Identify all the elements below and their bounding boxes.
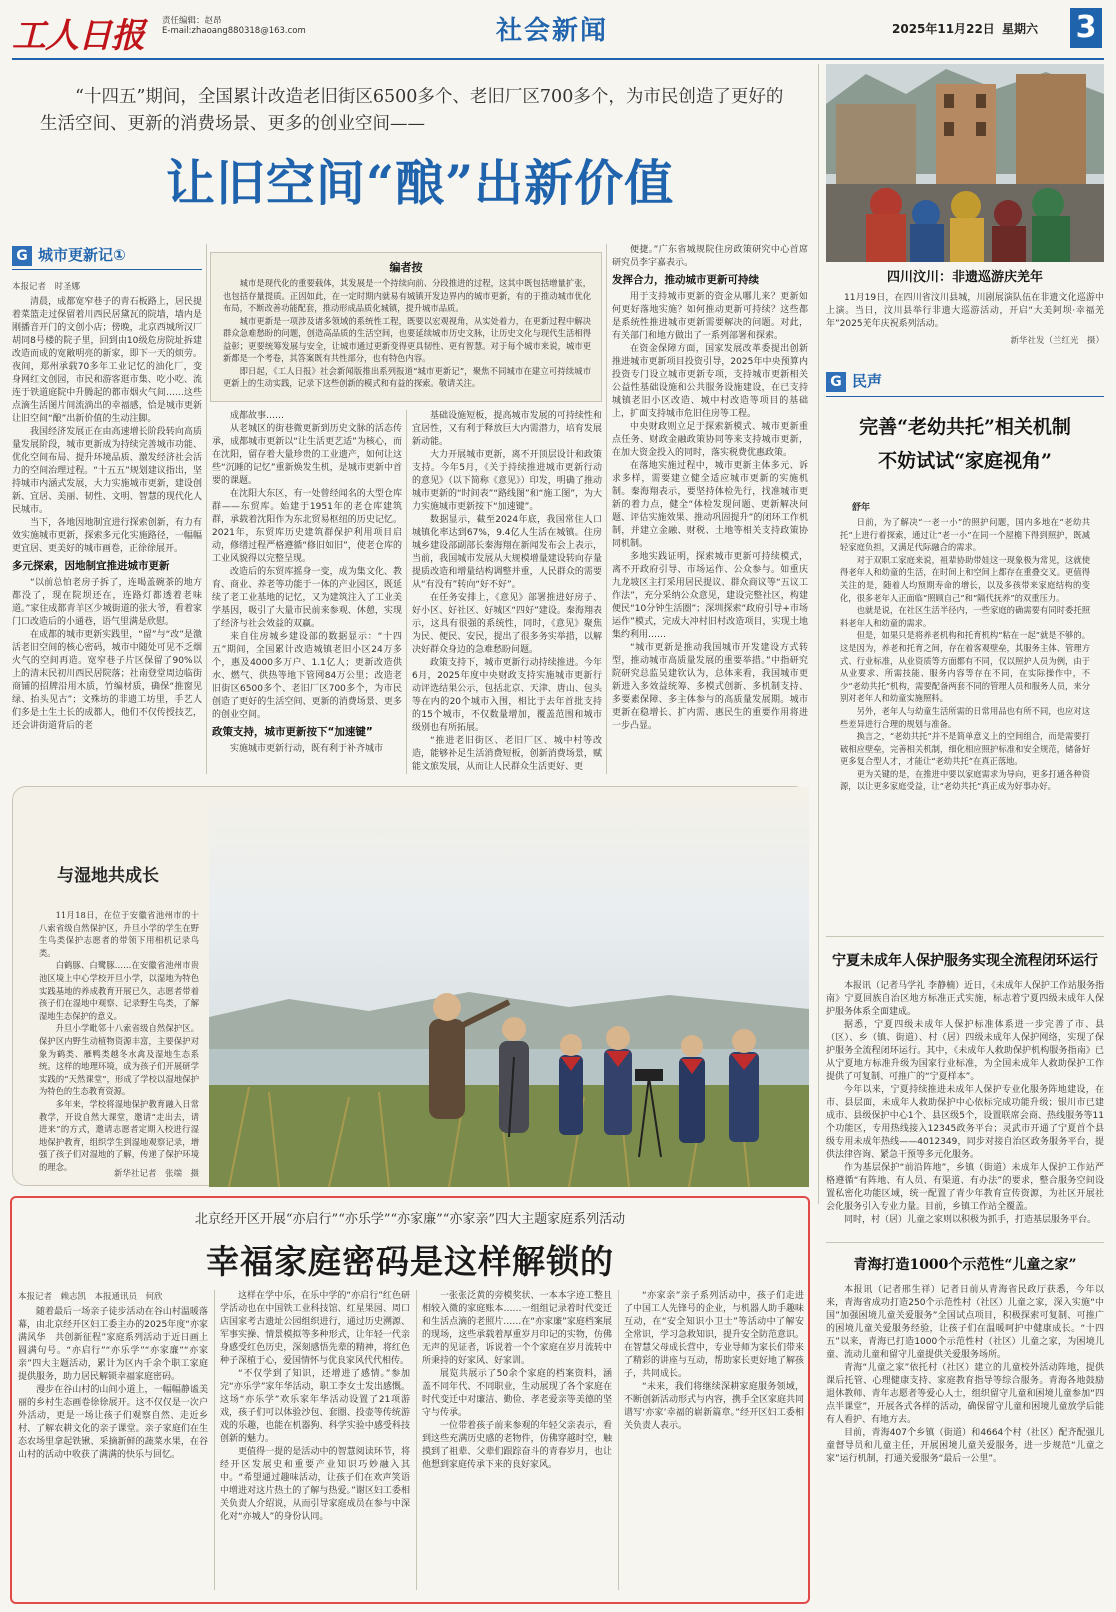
family-byline: 本报记者 赖志凯 本报通讯员 何欣: [18, 1292, 163, 1302]
issue-date: 2025年11月22日: [892, 22, 995, 36]
festival-photo-illustration: [826, 64, 1104, 262]
editor-note-body: 城市是现代化的重要载体，其发展是一个持续向前、分段推进的过程，这其中既包括增量扩张，也包括存量提质。正因如此，在一定时期内就易有城镇开发边界内的城市更新，有的于推动城市优化布局，不断改善功能配套，推动形成品质化城镇，提升城市品质。 城市更新是一项涉及诸多领域的系统性工程，既要以宏观视角，从实处着力，在更新过程中解决群众急难愁盼的问题，创造高品质的生活空间，也要延续城市历史文脉，让历史文化与现代生活相得益彰；更要统筹发展与安全，让城市通过更新变得更具韧性、更有智慧。对于每个城市来说，城市更新都是一个考卷，其答案既有共性部分，也有特色内容。 即日起，《工人日报》社会新闻版推出系列报道“城市更新记”，聚焦不同城市在建立可持续城市更新上的生动实践，记录下这些创新的模式和有益的探索。敬请关注。: [223, 278, 591, 388]
family-kicker: 北京经开区开展“亦启行”“亦乐学”“亦家廉”“亦家亲”四大主题家庭系列活动: [194, 1212, 626, 1227]
lead-column-2: 成都故事…… 从老城区的街巷微更新到历史文脉的活态传承，成都城市更新以“让生活更艺适”为核心，而在沈阳，留存着大量珍贵的工业遗产，如何让这些“沉睡的记忆”重新焕发生机，是城市更新中首要的课题。 在沈阳大东区，有一处曾经闻名的大型仓库群——东贸库。始建于1951年的老仓库建筑群，承载着沈阳作为东北贸易枢纽的历史记忆。2021年，东贸库历史建筑群保护利用项目启动，修缮过程严格遵循“修旧如旧”，使老仓库的工业风貌得以完整呈现。 改造后的东贸库摇身一变，成为集文化、教育、商业、养老等功能于一体的产业园区，既延续了老工业基地的记忆，又为建筑注入了工业美学基因，吸引了大量市民前来参观、休憩，实现了经济与社会效益的双赢。 来自住房城乡建设部的数据显示：“十四五”期间，全国累计改造城镇老旧小区24万多个，惠及4000多万户、1.1亿人；更新改造供水、燃气、供热等地下管网84万公里；改造老旧街区6500多个、老旧厂区700多个，为市民创造了更好的生活空间、更新的消费场景、更多的创业空间。 政策支持，城市更新按下“加速键” 实施城市更新行动，既有利于补齐城市: [212, 411, 402, 754]
editor-email: E-mail:zhaoang880318@163.com: [162, 26, 306, 36]
lead-subhead-1: 多元探索，因地制宜推进城市更新: [12, 560, 170, 572]
lead-intro: “十四五”期间，全国累计改造老旧街区6500多个、老旧厂区700多个，为市民创造了更好的生活空间、更新的消费场景、更多的创业空间——: [40, 87, 784, 134]
qinghai-body: 本报讯（记者邢生祥）记者日前从青海省民政厅获悉，今年以来，青海省成功打造250个示范性村（社区）儿童之家，深入实施“中国”加强困境儿童关爱服务”全国试点项目，积极探索可复制、可推广的困境儿童关爱服务经验，让孩子们在温暖呵护中健康成长。“十四五”以来，青海已打造1000个示范性村（社区）儿童之家，为困境儿童、流动儿童和留守儿童提供关爱服务场所。 青海“儿童之家”依托村（社区）建立的儿童校外活动阵地，提供课后托管、心理健康支持、家庭教育指导等综合服务。青海各地鼓励退休教师、青年志愿者等爱心人士，组织留守儿童和困境儿童参加“四点半课堂”，开展各式各样的活动，确保留守儿童和困境儿童放学后能有人看护、有地方去。 目前，青海407个乡镇（街道）和4664个村（社区）配齐配强儿童督导员和儿童主任，开展困境儿童关爱服务，进一步规范“儿童之家”运行机制，打通关爱服务“最后一公里”。: [826, 1285, 1104, 1464]
column-badge: G: [12, 246, 32, 266]
lead-byline: 本报记者 时圣娜: [12, 282, 81, 292]
lead-column-4: 便捷。”广东省城规院住房政策研究中心首席研究员李宇嘉表示。 发挥合力，推动城市更新可持续 用于支持城市更新的资金从哪儿来？更新如何更好落地实施？如何推动更新可持续？这些都是系统性推进城市更新需要解决的问题。对此，有关部门和地方做出了一系列部署和探索。 在资金保障方面，国家发展改革委提出创新推进城市更新项目投资引导，2025年中央预算内投资专门设立城市更新专项，支持城市更新相关公益性基础设施和公共服务设施建设，在已支持城镇老旧小区改造、城中村改造等项目的基础上，扩面支持城市危旧住房等工程。 中央财政则立足于探索新模式、城市更新重点任务、财政金融政策协同等来支持城市更新，在加大资金投入的同时，落实税费优惠政策。 在落地实施过程中，城市更新主体多元、诉求多样，需要建立健全适应城市更新的实施机制。秦海翔表示，要坚持体检先行，找准城市更新的着力点，健全“体检发现问题、更新解决问题、评估实施效果、推动巩固提升”的闭环工作机制，并建立金融、财税、土地等相关支持政策协同机制。 多地实践证明，探索城市更新可持续模式，离不开政府引导、市场运作、公众参与。如重庆九龙坡区主打采用居民提议、群众商议等“五议工作法”，充分采纳公众意见，建设完整社区，构建便民“10分钟生活圈”；深圳探索“政府引导+市场运作”模式，完成大冲村旧村改造项目，实现土地集约利用…… “城市更新是推动我国城市开发建设方式转型，推动城市高质量发展的重要举措。”中指研究院研究总监吴建钦认为，总体来看，我国城市更新进入多效益统筹、多模式创新、多机制支持、多要素保障、多主体参与的高质量发展期。城市更新在稳增长、扩内需、惠民生的重要作用将进一步凸显。: [612, 245, 808, 731]
minsheng-body: 日前，为了解决“一老一小”的照护问题，国内多地在“老幼共托”上进行着探索，通过让“老一小”在同一个屋檐下得到照护，既减轻家庭负担，又满足代际融合的需求。 对于双职工家庭来说，祖辈协助带娃这一现象极为常见，这就使得老年人和幼童的生活，在时间上和空间上都存在重叠交叉。更值得关注的是，随着人均预期寿命的增长，以及多孩带来家庭结构的变化，很多老年人正面临“照顾自己”和“隔代抚养”的双重压力。 也就是说，在社区生活半径内，一些家庭的确需要有同时委托照料老年人和幼童的需求。 但是，如果只是将养老机构和托育机构“粘在一起”就是不够的。这是因为，养老和托育之间，存在着客观壁垒，其服务主体、管理方式、行业标准，从业资质等方面都有不同，仅以照护人员为例，由于从业要求、所需技能、服务内容等存在不同，在实际操作中，不少“老幼共托”机构，需要配备两套不同的管理人员和服务人员，来分别对老年人和幼童实施照料。 另外，老年人与幼童生活所需的日常用品也有所不同，也应对这些差异进行合理的规划与准备。 换言之，“老幼共托”并不是简单意义上的空间组合，而是需要打破相应壁垒，完善相关机制，细化相应照护标准和安全规范，储备好更多复合型人才，才能让“老幼共托”在真正落地。 更为关键的是，在推进中要以家庭需求为导向，更多打通各种资源，以让更多家庭受益，让“老幼共托”真正成为好事办好。: [840, 517, 1090, 792]
photo-caption-title: 四川汶川：非遗巡游庆羌年: [886, 270, 1043, 285]
photo-caption: 11月19日，在四川省汶川县城，川剧展演队伍在非遗文化巡游中上演。当日，汶川县举行非遗大巡游活动，开启“大美阿坝·幸福羌年”2025羌年庆祝系列活动。: [826, 293, 1104, 329]
lead-subhead-3: 发挥合力，推动城市更新可持续: [612, 274, 759, 286]
section-title: 社会新闻: [496, 16, 609, 46]
minsheng-title: 民声: [852, 372, 883, 390]
newspaper-logo: 工人日报: [12, 16, 144, 56]
family-column-2: 这样在学中乐，在乐中学的“亦启行”红色研学活动也在中国铁工业科技馆、红星果园、周口店国家考古遗址公园组织进行，通过历史溯源、军事实操、情景模拟等多种形式，让年轻一代亲身感受红色历史，深刻感悟先辈的精神，将红色种子深植于心，爱国情怀与优良家风代代相传。 “不仅学到了知识，还增进了感情。”参加完“亦乐学”家年华活动，职工李女士发出感慨。这场“亦乐学”欢乐家年华活动设置了21项游戏，孩子们可以体验沙包、套圈、投壶等传统游戏的乐趣，也能在机器狗、科学实验中感受科技创新的魅力。 更值得一提的是活动中的智慧阅读环节，将经开区发展史和重要产业知识巧妙融入其中。“希望通过趣味活动，让孩子们在欢声笑语中增进对这片热土的了解与热爱。”谢区妇工委相关负责人介绍说，从而引导家庭成员在参与中深化对“亦城人”的身份认同。: [220, 1291, 410, 1522]
issue-weekday: 星期六: [1002, 22, 1039, 36]
minsheng-headline-2: 不妨试试“家庭视角”: [878, 450, 1052, 472]
minsheng-headline-1: 完善“老幼共托”相关机制: [859, 416, 1071, 438]
wetland-title: 与湿地共成长: [57, 866, 159, 886]
wetland-feature: [12, 786, 808, 1186]
editor-note-title: 编者按: [389, 261, 423, 274]
page-number: 3: [1070, 8, 1102, 48]
ningxia-body: 本报讯（记者马学礼 李静楠）近日，《未成年人保护工作站服务指南》宁夏回族自治区地方标准正式实施，标志着宁夏四级未成年人保护服务体系全面建成。 据悉，宁夏四级未成年人保护标准体系进一步完善了市、县（区）、乡（镇、街道）、村（居）四级未成年人保护网络，实现了保护服务全流程闭环运行。其中，《未成年人救助保护机构服务指南》已从宁夏地方标准升级为国家行业标准，为全国未成年人救助保护工作提供了可复制、可推广的“宁夏样本”。 今年以来，宁夏持续推进未成年人保护专业化服务阵地建设，在市、县层面，未成年人救助保护中心依标完成功能升级；银川市已建成市、县级保护中心1个、县区级5个，设置联席会商、热线服务等11个功能区，专用热线接入12345政务平台；灵武市开通了宁夏首个县级专用未成年热线——4012349，同步对接自治区政务服务平台，提供法律咨询、紧急干预等多元化服务。 作为基层保护“前沿阵地”，乡镇（街道）未成年人保护工作站严格遵循“有阵地、有人员、有渠道、有办法”的要求，整合服务空间设置私密化功能区域，统一配置了青少年教育宣传资源，为社区开展社会化服务引入专业力量。目前，乡镇工作站全覆盖。 同时，村（居）儿童之家则以积极为抓手，打造基层服务平台。: [826, 981, 1104, 1225]
column-tag: [12, 244, 152, 268]
editor-name: 责任编辑：赵昂: [162, 16, 222, 26]
wetland-photo: [209, 787, 809, 1187]
wetland-body: 11月18日，在位于安徽省池州市的十八索省级自然保护区，升旦小学的学生在野生鸟类保护志愿者的带领下用相机记录鸟类。 白鹤豚、白鹭豚……在安徽省池州市贵池区境上中心学校开旦小学，以湿地为特色实践基地的养成教育开展已久，志愿者带着孩子们在湿地中观察、记录野生鸟类，了解湿地生态保护的意义。 升旦小学毗邻十八索省级自然保护区。保护区内野生动植物资源丰富，主要保护对象为鹤类、雁鸭类越冬水禽及湿地生态系统。这样的地理环境，成为孩子们开展研学实践的“天然课堂”，形成了学校以湿地保护为特色的生态教育资源。 多年来，学校将湿地保护教育融入日常教学，开设自然大课堂，邀请“走出去，请进来”的方式，邀请志愿者定期入校进行湿地保护教育，组织学生到湿地观察记录，增强了孩子们对湿地的了解，传递了保护环境的理念。: [39, 910, 199, 1172]
family-headline: 幸福家庭密码是这样解锁的: [206, 1242, 614, 1281]
minsheng-badge: G: [826, 372, 846, 392]
family-column-4: “亦家亲”亲子系列活动中，孩子们走进了中国工人先锋号的企业，与机器人助手趣味互动，在“安全知识小卫士”等活动中了解安全常识，学习急救知识，提升安全防范意识。在智慧父母成长营中，专业导师为家长们带来了精彩的讲座与互动，帮助家长更好地了解孩子，共同成长。 “未来，我们将继续深耕家庭服务领域，不断创新活动形式与内容，携手全区家庭共同谱写‘亦家’幸福的崭新篇章。”经开区妇工委相关负责人表示。: [624, 1291, 805, 1431]
minsheng-author: 舒年: [852, 503, 871, 513]
lead-headline: 让旧空间“酿”出新价值: [165, 154, 675, 212]
lead-column-1: 清晨，成都宽窄巷子的青石板路上，居民提着菜篮走过保留着川西民居黛瓦的院墙，墙内是刚播音开门的文创小店；傍晚，北京西城所汉厂胡同8号楼的院子里，回到由10级危房院址拆建改造而成的宽敞明亮的新家，即下一天的烦劳。夜间，郑州承载70多年工业记忆的油化厂，变身网红文创园，市民和游客逛市集、吃小吃、流连于铁道庭院中升腾起的都市烟火气间……这些点滴生活图片间流淌出的幸福感，恰是城市更新让旧空间“酿”出新价值的生动注脚。 我国经济发展正在由高速增长阶段转向高质量发展阶段，城市更新成为持续完善城市功能、优化空间布局、提升环境品质、激发经济社会活力的空间治理过程。“十五五”规划建议指出，坚持城市内涵式发展，大力实施城市更新，建设创新、宜居、美丽、韧性、文明、智慧的现代化人民城市。 当下，各地因地制宜进行探索创新，有力有效实施城市更新，探索多元化实施路径，一幅幅更宜居、更美好的城市画卷，正徐徐展开。 多元探索，因地制宜推进城市更新 “以前总怕老房子拆了，连喝盖碗茶的地方都没了，现在院坝还在，连路灯都透着老味道。”家住成都青羊区少城街道的张大爷，看着家门口改造后的小通巷，语气里满是欣慰。 在成都的城市更新实践里，“留”与“改”是激活老旧空间的核心密码，城市中随处可见不乏烟火气的空间再造。宽窄巷子片区保留了90%以上的清末民初川西民居院落；社南登堂周边临街商铺的招牌沿用木质，竹编材质，确保“推窗见绿、抬头见古”；文殊坊的非遗工坊里，手艺人们多是土生土长的成都人，他们不仅传授技艺，还会讲街道背后的老: [12, 297, 202, 731]
masthead: [12, 6, 1104, 58]
photo-credit: 新华社发（兰红光 摄）: [1010, 336, 1104, 346]
lead-subhead-2: 政策支持，城市更新按下“加速键”: [212, 726, 373, 738]
festival-photo: [826, 64, 1104, 262]
ningxia-headline: 宁夏未成年人保护服务实现全流程闭环运行: [832, 953, 1098, 969]
wetland-credit: 新华社记者 张端 摄: [113, 1169, 199, 1179]
qinghai-headline: 青海打造1000个示范性“儿童之家”: [853, 1257, 1077, 1273]
masthead-rule: [12, 58, 1104, 60]
family-column-1: 随着最后一场亲子徒步活动在谷山村温暖落幕，由北京经开区妇工委主办的2025年度“亦家满风华 共创新征程”家庭系列活动于近日画上圆满句号。“亦启行”“亦乐学”“亦家廉”“亦家亲”四大主题活动，累计为区内千余个职工家庭提供服务，助力居民解锁幸福家庭密码。 漫步在谷山村的山间小道上，一幅幅静谧美丽的乡村生态画卷徐徐展开。这不仅仅是一次户外活动，更是一场让孩子们观察自然、走近乡村、了解农耕文化的亲子课堂。亲子家庭们在生态农场里拿起铁锹、采摘新鲜的蔬菜水果，在谷山村的活动中收获了满满的快乐与回忆。: [18, 1307, 208, 1460]
family-column-3: 一张张泛黄的旁模奖状、一本本字迹工整且相较入微的家庭账本……一组组记录着时代变迁和生活点滴的老照片……在“亦家廉”家庭档案展的现场，这些承载着厚重岁月印记的实物，仿佛无声的见证者，诉说着一个个家庭在岁月流转中所秉持的好家风、好家训。 展览共展示了50余个家庭的档案资料，涵盖不同年代、不同职业，生动展现了各个家庭在时代变迁中对廉洁、勤俭、孝老爱亲等美德的坚守与传承。 一位带着孩子前来参观的年轻父亲表示，看到这些充满历史感的老物件，仿佛穿越时空，触摸到了祖辈、父辈们跟踪奋斗的青春岁月，也让他想到家庭传承下来的良好家风。: [422, 1291, 612, 1470]
wetland-photo-illustration: [209, 787, 809, 1187]
column-title: 城市更新记①: [38, 246, 126, 264]
minsheng-tag: [826, 370, 1104, 394]
lead-column-3: 基础设施短板，提高城市发展的可持续性和宜居性，又有利于释放巨大内需潜力，培育发展新动能。 大力开展城市更新，离不开顶层设计和政策支持。今年5月，《关于持续推进城市更新行动的意见》（以下简称《意见》）印发，明确了推动城市更新的“时间表”“路线图”和“施工图”，为大力实施城市更新按下“加速键”。 数据显示，截至2024年底，我国常住人口城镇化率达到67%，9.4亿人生活在城镇。住房城乡建设部副部长秦海翔在新闻发布会上表示，当前，我国城市发展从大规模增量建设转向存量提质改造和增量结构调整并重，人民群众的需要从“有没有”转向“好不好”。 在任务安排上，《意见》部署推进好房子、好小区、好社区、好城区“四好”建设。秦海翔表示，这具有很强的系统性，同时，《意见》聚焦为民、便民、安民，提出了很多务实举措，以解决好群众身边的急难愁盼问题。 政策支持下，城市更新行动持续推进。今年6月，2025年度中央财政支持实施城市更新行动评选结果公示，包括北京、天津、唐山、包头等在内的20个城市入围，相比于去年首批支持的15个城市，不仅数量增加，覆盖范围和城市级别也有所拓展。 “推进老旧街区、老旧厂区、城中村等改造，能够补足生活消费短板，创新消费场景，赋能文旅发展，从而让人民群众生活更好、更: [412, 411, 602, 772]
editor-note: [210, 252, 602, 402]
